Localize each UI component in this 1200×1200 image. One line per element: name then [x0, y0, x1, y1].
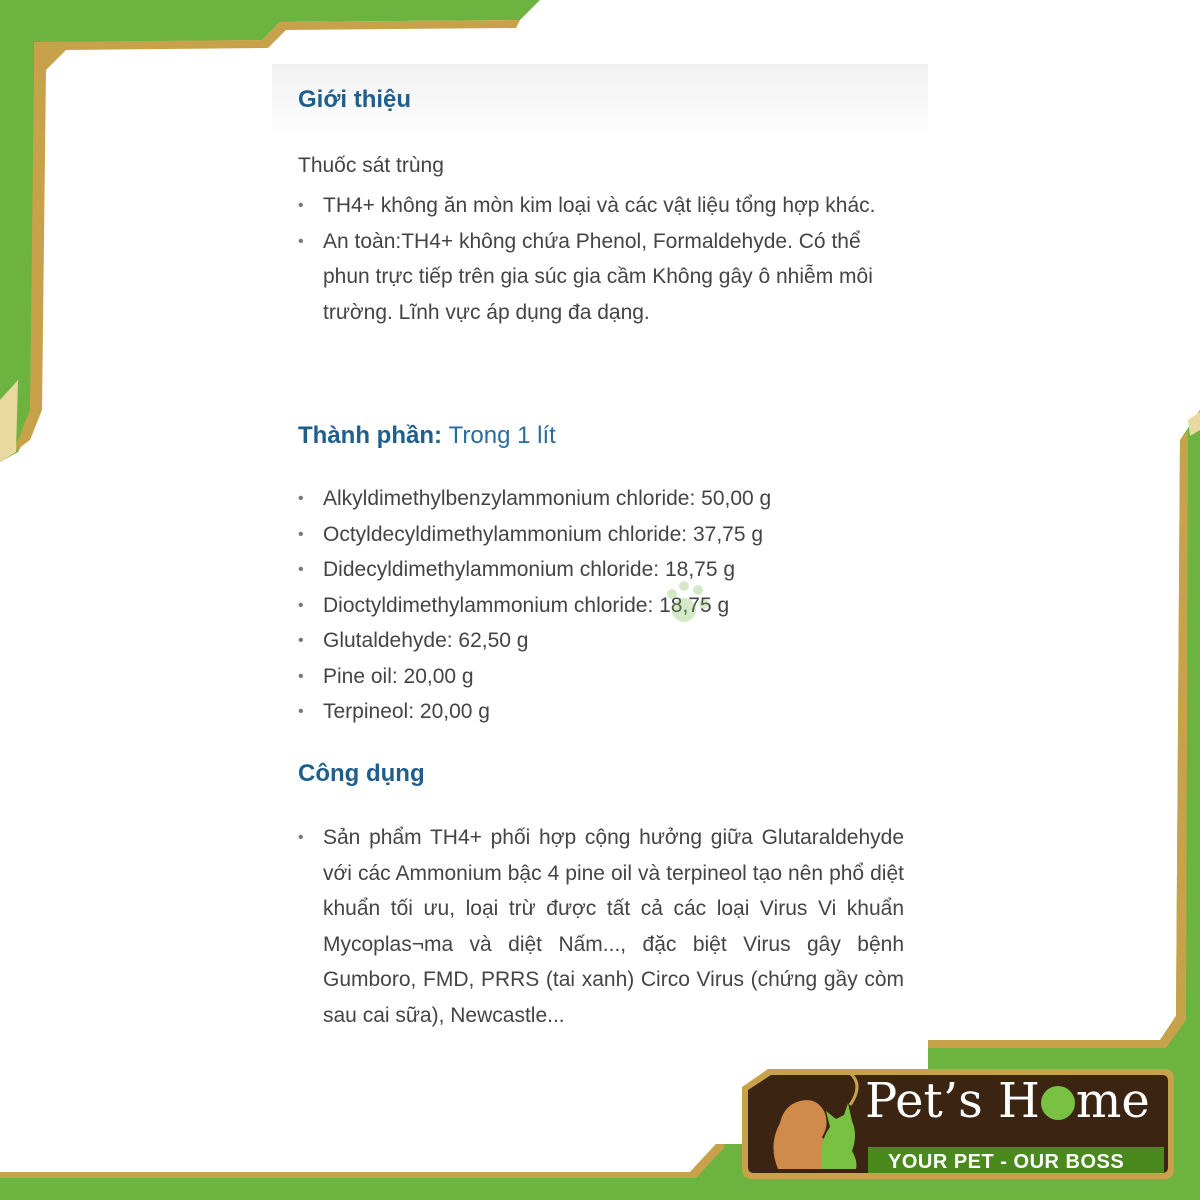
intro-subtitle: Thuốc sát trùng [298, 154, 444, 177]
list-item: • Dioctyldimethylammonium chloride: 18,75 g [298, 588, 904, 624]
list-item: • TH4+ không ăn mòn kim loại và các vật liệu tổng hợp khác. [298, 188, 904, 224]
logo-tagline: YOUR PET - OUR BOSS [888, 1151, 1125, 1173]
heart-paw-icon [1041, 1086, 1075, 1120]
list-item: • Pine oil: 20,00 g [298, 659, 904, 695]
ingredients-list [298, 481, 904, 730]
list-item: • An toàn:TH4+ không chứa Phenol, Formaldehyde. Có thể phun trực tiếp trên gia súc gia cầm Không gây ô nhiễm môi trường. Lĩnh vực áp dụng đa dạng. [298, 224, 904, 331]
ingredients-heading-suffix: Trong 1 lít [448, 422, 556, 449]
intro-list [298, 188, 904, 330]
logo-wordmark-part2: me [1075, 1073, 1150, 1129]
document-page [272, 64, 928, 1144]
logo-wordmark [865, 1073, 1150, 1129]
list-item: • Terpineol: 20,00 g [298, 694, 904, 730]
list-item: • Octyldecyldimethylammonium chloride: 37,75 g [298, 517, 904, 553]
ingredients-heading-label: Thành phần: [298, 422, 442, 449]
paw-watermark-icon [660, 576, 720, 636]
logo-wordmark-part1: Pet’s H [865, 1073, 1040, 1129]
usage-heading: Công dụng [298, 760, 425, 787]
list-item: • Didecyldimethylammonium chloride: 18,75 g [298, 552, 904, 588]
list-item: • Alkyldimethylbenzylammonium chloride: 50,00 g [298, 481, 904, 517]
brand-logo [738, 1065, 1178, 1183]
list-item: • Sản phẩm TH4+ phối hợp cộng hưởng giữa Glutaraldehyde với các Ammonium bậc 4 pine oil và terpineol tạo nên phổ diệt khuẩn tối ưu, loại trừ được tất cả các loại Virus Vi khuẩn Mycoplas¬ma và diệt Nấm..., đặc biệt Virus gây bệnh Gumboro, FMD, PRRS (tai xanh) Circo Virus (chứng gầy còm sau cai sữa), Newcastle... [298, 820, 904, 1033]
usage-list [298, 820, 904, 1033]
ingredients-heading [298, 422, 556, 450]
intro-heading: Giới thiệu [298, 86, 412, 113]
list-item: • Glutaldehyde: 62,50 g [298, 623, 904, 659]
